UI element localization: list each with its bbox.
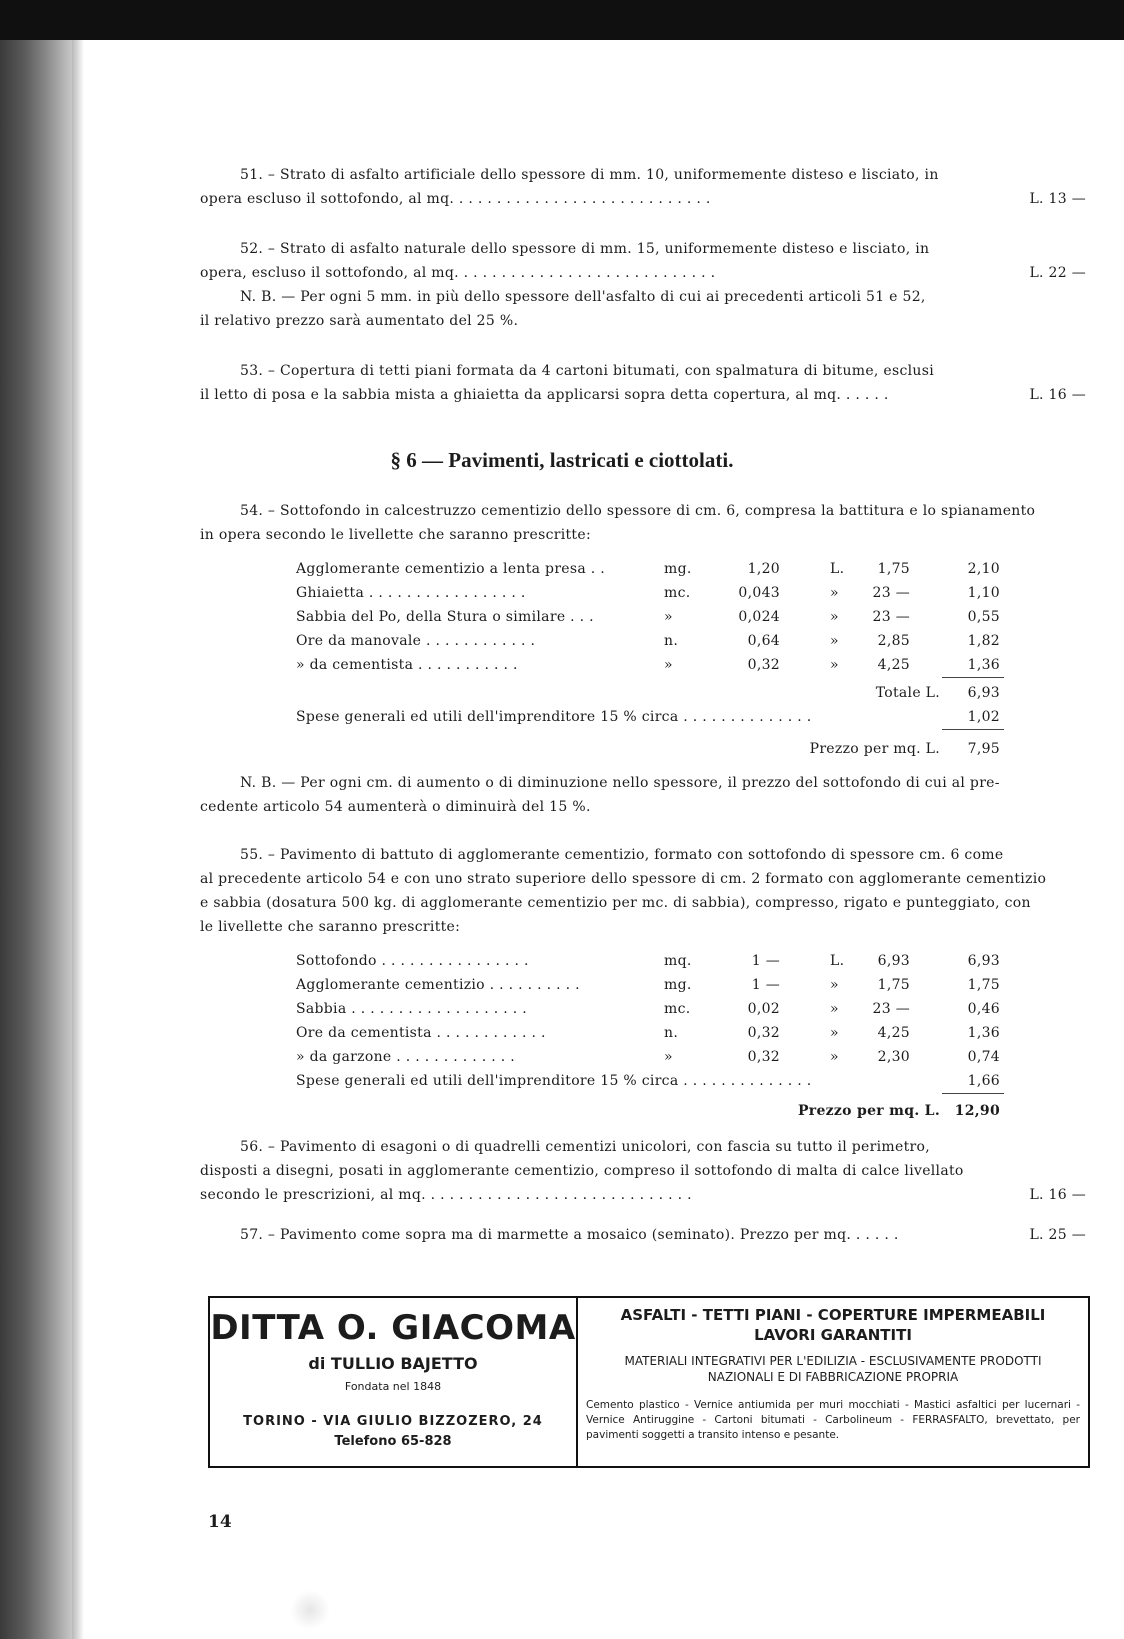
article-56-line2: disposti a disegni, posati in agglomerante cementizio, compreso il sottofondo di malta di calce livellato bbox=[200, 1163, 964, 1179]
row-unit-price: 4,25 bbox=[877, 657, 910, 673]
article-54-line2: in opera secondo le livellette che saranno prescritte: bbox=[200, 527, 591, 543]
row-quantity: 0,043 bbox=[738, 585, 780, 601]
section-heading: § 6 — Pavimenti, lastricati e ciottolati. bbox=[390, 448, 734, 472]
row-unit: n. bbox=[664, 1025, 679, 1041]
row-currency: » bbox=[830, 1001, 839, 1017]
article-51-line2: opera escluso il sottofondo, al mq. . . . . . . . . . . . . . . . . . . . . . . . . . . . bbox=[200, 191, 711, 207]
ad-guarantee: LAVORI GARANTITI bbox=[754, 1326, 912, 1344]
article-55-line4: le livellette che saranno prescritte: bbox=[200, 919, 461, 935]
article-56-line3: secondo le prescrizioni, al mq. . . . . . . . . . . . . . . . . . . . . . . . . . . . . bbox=[200, 1187, 692, 1203]
article-52-note-line1: N. B. — Per ogni 5 mm. in più dello spessore dell'asfalto di cui ai precedenti articoli 51 e 52, bbox=[240, 289, 926, 305]
overhead-line: Spese generali ed utili dell'imprenditore 15 % circa . . . . . . . . . . . . . . bbox=[296, 1073, 812, 1089]
row-currency: » bbox=[830, 609, 839, 625]
ad-materials-line2: NAZIONALI E DI FABBRICAZIONE PROPRIA bbox=[707, 1370, 959, 1384]
row-description: Agglomerante cementizio a lenta presa . . bbox=[296, 561, 606, 577]
row-description: Sabbia . . . . . . . . . . . . . . . . . . . bbox=[296, 1001, 527, 1017]
article-53-line1: 53. – Copertura di tetti piani formata da 4 cartoni bitumati, con spalmatura di bitume, esclusi bbox=[240, 363, 934, 379]
row-quantity: 0,32 bbox=[747, 657, 780, 673]
overhead-line: Spese generali ed utili dell'imprenditore 15 % circa . . . . . . . . . . . . . . bbox=[296, 709, 812, 725]
article-53-price: L. 16 — bbox=[1029, 387, 1086, 403]
price-label: Prezzo per mq. L. bbox=[809, 741, 940, 757]
sum-rule bbox=[942, 677, 1004, 678]
ad-divider bbox=[576, 1298, 578, 1466]
article-51-line1: 51. – Strato di asfalto artificiale dello spessore di mm. 10, uniformemente disteso e lisciato, in bbox=[240, 167, 939, 183]
scan-top-border bbox=[0, 0, 1124, 40]
article-55-line2: al precedente articolo 54 e con uno strato superiore dello spessore di cm. 2 formato con agglomerante cementizio bbox=[200, 871, 1047, 887]
row-description: Agglomerante cementizio . . . . . . . . . . bbox=[296, 977, 580, 993]
article-54-line1: 54. – Sottofondo in calcestruzzo cementizio dello spessore di cm. 6, compresa la battitura e lo spianamento bbox=[240, 503, 1036, 519]
row-unit-price: 6,93 bbox=[877, 953, 910, 969]
ad-founded: Fondata nel 1848 bbox=[344, 1380, 442, 1393]
row-unit: mg. bbox=[664, 561, 692, 577]
row-unit: » bbox=[664, 609, 673, 625]
row-total: 1,10 bbox=[967, 585, 1000, 601]
row-total: 1,36 bbox=[967, 1025, 1000, 1041]
ad-company-panel bbox=[210, 1298, 576, 1466]
article-55-line3: e sabbia (dosatura 500 kg. di agglomerante cementizio per mc. di sabbia), compresso, rigato e punteggiato, con bbox=[200, 895, 1031, 911]
row-currency: » bbox=[830, 633, 839, 649]
price-value: 12,90 bbox=[954, 1103, 1000, 1119]
article-51-price: L. 13 — bbox=[1029, 191, 1086, 207]
ad-address: TORINO - VIA GIULIO BIZZOZERO, 24 bbox=[243, 1414, 543, 1429]
row-description: Sottofondo . . . . . . . . . . . . . . . . bbox=[296, 953, 529, 969]
row-unit-price: 23 — bbox=[872, 609, 910, 625]
row-unit: » bbox=[664, 1049, 673, 1065]
row-quantity: 1 — bbox=[751, 977, 780, 993]
totale-label: Totale L. bbox=[875, 685, 940, 701]
row-total: 2,10 bbox=[967, 561, 1000, 577]
article-55-line1: 55. – Pavimento di battuto di agglomerante cementizio, formato con sottofondo di spessore cm. 6 come bbox=[240, 847, 1004, 863]
row-currency: » bbox=[830, 1049, 839, 1065]
book-spine-shadow bbox=[0, 40, 72, 1639]
row-total: 1,82 bbox=[967, 633, 1000, 649]
row-unit-price: 4,25 bbox=[877, 1025, 910, 1041]
ad-owner: di TULLIO BAJETTO bbox=[308, 1354, 478, 1373]
row-total: 0,74 bbox=[967, 1049, 1000, 1065]
article-52-line2: opera, escluso il sottofondo, al mq. . . . . . . . . . . . . . . . . . . . . . . . . . . . bbox=[200, 265, 716, 281]
row-description: Sabbia del Po, della Stura o similare . . . bbox=[296, 609, 594, 625]
row-unit: » bbox=[664, 657, 673, 673]
article-52-note-line2: il relativo prezzo sarà aumentato del 25 %. bbox=[200, 313, 519, 329]
row-total: 6,93 bbox=[967, 953, 1000, 969]
ad-products-headline: ASFALTI - TETTI PIANI - COPERTURE IMPERMEABILI bbox=[620, 1306, 1046, 1324]
ad-phone: Telefono 65-828 bbox=[334, 1434, 452, 1449]
advertisement-box bbox=[208, 1296, 1090, 1468]
row-currency: » bbox=[830, 1025, 839, 1041]
row-total: 0,55 bbox=[967, 609, 1000, 625]
article-52-price: L. 22 — bbox=[1029, 265, 1086, 281]
article-54-note-line2: cedente articolo 54 aumenterà o diminuirà del 15 %. bbox=[200, 799, 591, 815]
row-unit-price: 1,75 bbox=[877, 561, 910, 577]
article-57-price: L. 25 — bbox=[1029, 1227, 1086, 1243]
row-quantity: 1,20 bbox=[747, 561, 780, 577]
article-52-line1: 52. – Strato di asfalto naturale dello spessore di mm. 15, uniformemente disteso e lisciato, in bbox=[240, 241, 930, 257]
ad-materials-line1: MATERIALI INTEGRATIVI PER L'EDILIZIA - ESCLUSIVAMENTE PRODOTTI bbox=[624, 1354, 1042, 1368]
row-unit-price: 23 — bbox=[872, 585, 910, 601]
sum-rule bbox=[942, 729, 1004, 730]
totale-value: 6,93 bbox=[967, 685, 1000, 701]
ad-product-list: Cemento plastico - Vernice antiumida per muri mocchiati - Mastici asfaltici per lucernari - Vernice Antiruggine - Cartoni bitumati - Carbolineum - FERRASFALTO, brevettato, per pavimenti soggetti a transito intenso e pesante. bbox=[586, 1399, 1080, 1441]
row-currency: » bbox=[830, 657, 839, 673]
article-56-price: L. 16 — bbox=[1029, 1187, 1086, 1203]
row-unit-price: 2,85 bbox=[877, 633, 910, 649]
row-unit-price: 23 — bbox=[872, 1001, 910, 1017]
row-currency: » bbox=[830, 585, 839, 601]
scan-smudge bbox=[290, 1590, 330, 1630]
article-54-note-line1: N. B. — Per ogni cm. di aumento o di diminuzione nello spessore, il prezzo del sottofondo di cui al pre- bbox=[240, 775, 1000, 791]
row-currency: » bbox=[830, 977, 839, 993]
row-unit: mg. bbox=[664, 977, 692, 993]
price-label: Prezzo per mq. L. bbox=[797, 1103, 940, 1119]
row-description: Ghiaietta . . . . . . . . . . . . . . . . . bbox=[296, 585, 526, 601]
row-unit: mc. bbox=[664, 585, 691, 601]
row-unit-price: 1,75 bbox=[877, 977, 910, 993]
row-unit: mc. bbox=[664, 1001, 691, 1017]
row-unit-price: 2,30 bbox=[877, 1049, 910, 1065]
row-total: 1,36 bbox=[967, 657, 1000, 673]
overhead-value: 1,66 bbox=[967, 1073, 1000, 1089]
sum-rule bbox=[942, 1093, 1004, 1094]
page-edge-shadow bbox=[72, 40, 84, 1639]
price-value: 7,95 bbox=[967, 741, 1000, 757]
row-total: 1,75 bbox=[967, 977, 1000, 993]
row-quantity: 0,02 bbox=[747, 1001, 780, 1017]
row-currency: L. bbox=[830, 561, 845, 577]
row-unit: n. bbox=[664, 633, 679, 649]
row-description: Ore da manovale . . . . . . . . . . . . bbox=[296, 633, 536, 649]
row-total: 0,46 bbox=[967, 1001, 1000, 1017]
ad-products-panel bbox=[580, 1298, 1086, 1466]
row-quantity: 0,32 bbox=[747, 1025, 780, 1041]
article-53-line2: il letto di posa e la sabbia mista a ghiaietta da applicarsi sopra detta copertura, al mq. . . . . . bbox=[200, 387, 889, 403]
row-quantity: 1 — bbox=[751, 953, 780, 969]
row-quantity: 0,64 bbox=[747, 633, 780, 649]
row-description: » da garzone . . . . . . . . . . . . . bbox=[296, 1049, 515, 1065]
row-unit: mq. bbox=[664, 953, 692, 969]
row-quantity: 0,32 bbox=[747, 1049, 780, 1065]
row-quantity: 0,024 bbox=[738, 609, 780, 625]
row-currency: L. bbox=[830, 953, 845, 969]
article-56-line1: 56. – Pavimento di esagoni o di quadrelli cementizi unicolori, con fascia su tutto il perimetro, bbox=[240, 1139, 930, 1155]
article-57-line1: 57. – Pavimento come sopra ma di marmette a mosaico (seminato). Prezzo per mq. . . . . . bbox=[240, 1227, 899, 1243]
ad-company-name: DITTA O. GIACOMA bbox=[210, 1308, 576, 1348]
page-number: 14 bbox=[208, 1512, 232, 1532]
row-description: Ore da cementista . . . . . . . . . . . . bbox=[296, 1025, 546, 1041]
overhead-value: 1,02 bbox=[967, 709, 1000, 725]
row-description: » da cementista . . . . . . . . . . . bbox=[296, 657, 518, 673]
